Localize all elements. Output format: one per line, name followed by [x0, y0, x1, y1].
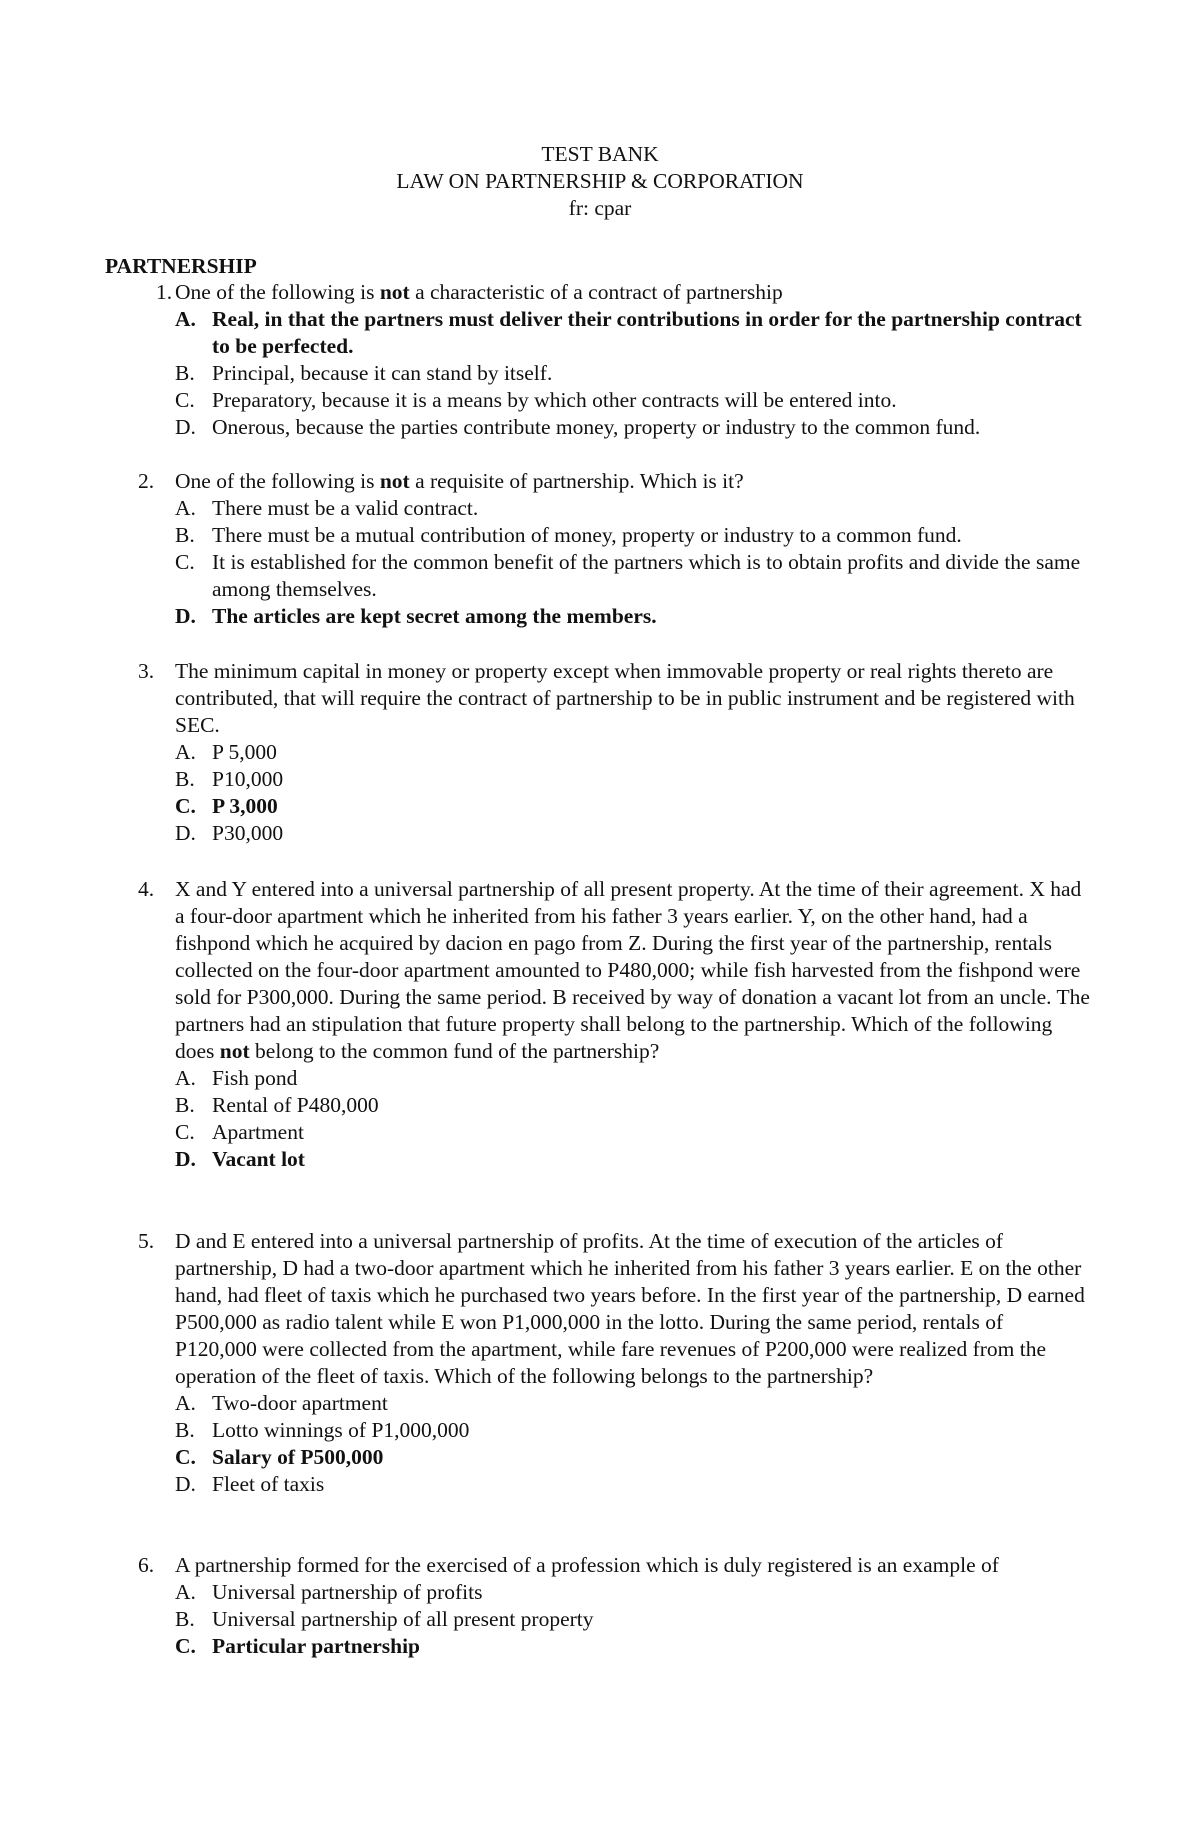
choice-d: D. Fleet of taxis: [175, 1472, 325, 1496]
choice-b: B. There must be a mutual contribution of money, property or industry to a common fund.: [175, 523, 962, 547]
question-number: 4.: [138, 877, 155, 901]
question-2: [0, 468, 1200, 630]
question-text: The minimum capital in money or property except when immovable property or real rights thereto are contributed, that will require the contract of partnership to be in public instrument and be registered with SEC.: [175, 659, 1075, 737]
choice-c: C. Preparatory, because it is a means by which other contracts will be entered into.: [175, 388, 897, 412]
choice-d: D. P30,000: [175, 821, 284, 845]
question-4: [0, 876, 1200, 1173]
choice-b: B. Universal partnership of all present property: [175, 1607, 594, 1631]
choice-a: A. Fish pond: [175, 1066, 298, 1090]
choice-b: B. Lotto winnings of P1,000,000: [175, 1418, 470, 1442]
question-number: 3.: [138, 659, 155, 683]
document-header: [0, 141, 1200, 222]
choice-c: C. It is established for the common benefit of the partners which is to obtain profits and divide the same among themselves.: [175, 550, 1081, 601]
choice-b: B. Rental of P480,000: [175, 1093, 379, 1117]
question-text: D and E entered into a universal partnership of profits. At the time of execution of the articles of partnership, D had a two-door apartment which he inherited from his father 3 years earlier. E on the other hand, had fleet of taxis which he purchased two years before. In the first year of the partnership, D earned P500,000 as radio talent while E won P1,000,000 in the lotto. During the same period, rentals of P120,000 were collected from the apartment, while fare revenues of P200,000 were realized from the operation of the fleet of taxis. Which of the following belongs to the partnership?: [175, 1229, 1085, 1388]
question-number: 6.: [138, 1553, 155, 1577]
question-text: One of the following is not a requisite of partnership. Which is it?: [175, 469, 744, 493]
section-title: PARTNERSHIP: [105, 254, 257, 278]
choice-a: A. Universal partnership of profits: [175, 1580, 483, 1604]
choice-a: A. Real, in that the partners must deliver their contributions in order for the partnership contract to be perfected.: [175, 307, 1082, 358]
choice-a: A. Two-door apartment: [175, 1391, 388, 1415]
question-1: [0, 279, 1200, 441]
question-text: X and Y entered into a universal partnership of all present property. At the time of their agreement. X had a four-door apartment which he inherited from his father 3 years earlier. Y, on the other hand, had a fishpond which he acquired by dacion en pago from Z. During the first year of the partnership, rentals collected on the four-door apartment amounted to P480,000; while fish harvested from the fishpond were sold for P300,000. During the same period. B received by way of donation a vacant lot from an uncle. The partners had an stipulation that future property shall belong to the partnership. Which of the following does not belong to the common fund of the partnership?: [175, 877, 1090, 1063]
choice-d: D. Vacant lot: [175, 1147, 305, 1171]
question-6: [0, 1552, 1200, 1660]
choice-b: B. P10,000: [175, 767, 284, 791]
choice-c: C. Particular partnership: [175, 1634, 421, 1658]
choice-c: C. Apartment: [175, 1120, 304, 1144]
question-5: [0, 1228, 1200, 1498]
choice-c: C. P 3,000: [175, 794, 278, 818]
choice-d: D. The articles are kept secret among the members.: [175, 604, 657, 628]
choice-a: A. There must be a valid contract.: [175, 496, 479, 520]
choice-c: C. Salary of P500,000: [175, 1445, 384, 1469]
choice-d: D. Onerous, because the parties contribute money, property or industry to the common fund.: [175, 415, 981, 439]
question-number: 1.: [156, 280, 173, 304]
question-number: 5.: [138, 1229, 155, 1253]
question-3: [0, 658, 1200, 847]
choice-a: A. P 5,000: [175, 740, 277, 764]
question-text: One of the following is not a characteristic of a contract of partnership: [175, 280, 783, 304]
header-title: TEST BANK: [541, 142, 659, 166]
header-subtitle: LAW ON PARTNERSHIP & CORPORATION: [396, 169, 804, 193]
header-source: fr: cpar: [568, 196, 632, 220]
question-text: A partnership formed for the exercised of a profession which is duly registered is an example of: [175, 1553, 999, 1577]
question-number: 2.: [138, 469, 155, 493]
choice-b: B. Principal, because it can stand by itself.: [175, 361, 553, 385]
